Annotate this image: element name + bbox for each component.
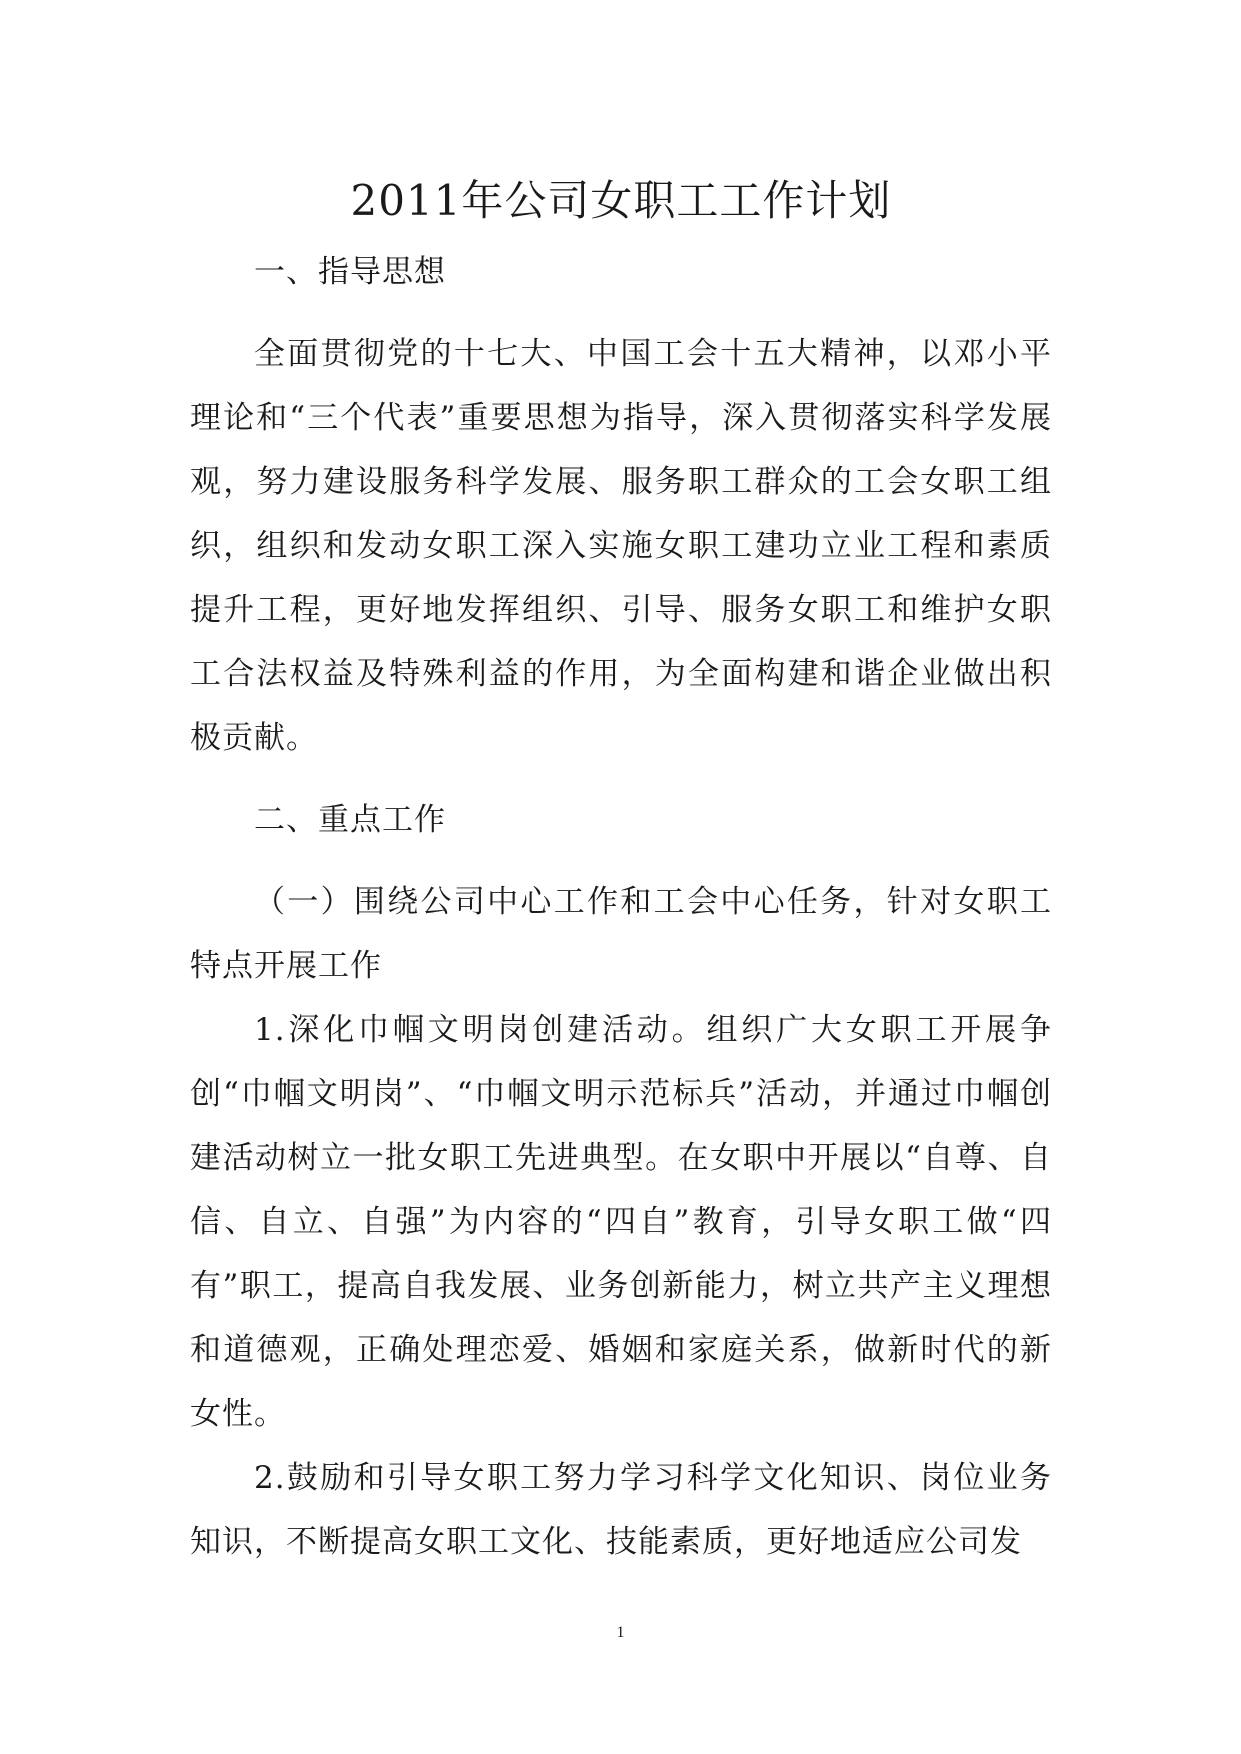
section-heading-key-work: 二、重点工作 [254, 802, 446, 838]
page-number: 1 [616, 1624, 625, 1641]
list-item-2: 2.鼓励和引导女职工努力学习科学文化知识、岗位业务知识，不断提高女职工文化、技能素质，更好地适应公司发 [190, 1460, 1052, 1560]
list-item-1: 1.深化巾帼文明岗创建活动。组织广大女职工开展争创“巾帼文明岗”、“巾帼文明示范标兵”活动，并通过巾帼创建活动树立一批女职工先进典型。在女职中开展以“自尊、自信、自立、自强”为内容的“四自”教育，引导女职工做“四有”职工，提高自我发展、业务创新能力，树立共产主义理想和道德观，正确处理恋爱、婚姻和家庭关系，做新时代的新女性。 [190, 1012, 1052, 1432]
document-body [190, 170, 1052, 1574]
document-title: 2011年公司女职工工作计划 [350, 176, 892, 225]
section-body-guiding-ideology: 全面贯彻党的十七大、中国工会十五大精神，以邓小平理论和“三个代表”重要思想为指导，深入贯彻落实科学发展观，努力建设服务科学发展、服务职工群众的工会女职工组织，组织和发动女职工深入实施女职工建功立业工程和素质提升工程，更好地发挥组织、引导、服务女职工和维护女职工合法权益及特殊利益的作用，为全面构建和谐企业做出积极贡献。 [190, 336, 1052, 756]
subsection-heading-1: （一）围绕公司中心工作和工会中心任务，针对女职工特点开展工作 [190, 884, 1052, 984]
section-heading-guiding-ideology: 一、指导思想 [254, 254, 446, 290]
